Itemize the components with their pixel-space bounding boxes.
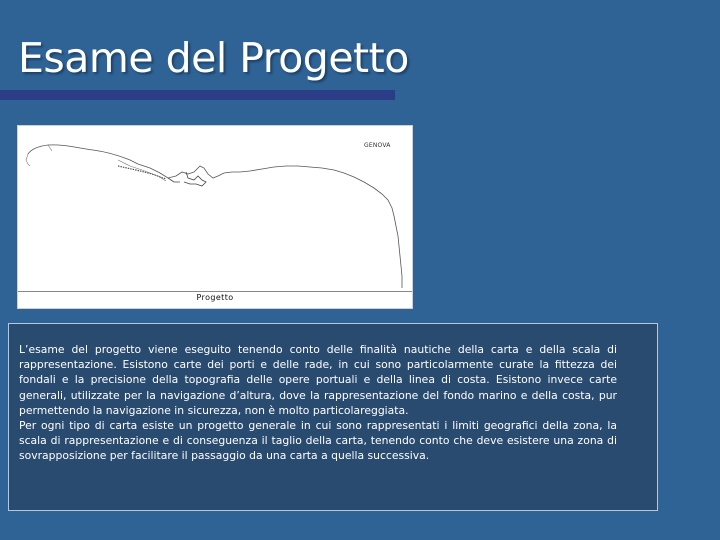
- map-caption: Progetto: [196, 293, 234, 302]
- harbour-outline: [168, 172, 206, 186]
- title-underline: [0, 90, 395, 100]
- map-figure: [17, 125, 413, 309]
- paragraph-2: Per ogni tipo di carta esiste un progetto generale in cui sono rappresentati i limiti geografici della zona, la scala di rappresentazione e di conseguenza il taglio della carta, tenendo conto che deve esistere una zona di sovrapposizione per facilitare il passaggio da una carta a quella successiva.: [19, 419, 617, 463]
- map-footer-divider: [18, 291, 412, 292]
- body-text: [19, 342, 617, 464]
- paragraph-1: L’esame del progetto viene eseguito tenendo conto delle finalità nautiche della carta e della scala di rappresentazione. Esistono carte dei porti e delle rade, in cui sono particolarmente curate la fittezza dei fondali e la precisione della topografia delle opere portuali e della linea di costa. Esistono invece carte generali, utilizzate per la navigazione d’altura, dove la rappresentazione del fondo marino e della costa, pur permettendo la navigazione in sicurezza, non è molto particolareggiata.: [19, 343, 617, 417]
- slide-title: Esame del Progetto: [18, 34, 409, 82]
- map-place-label: GENOVA: [364, 142, 391, 149]
- description-box: [8, 323, 658, 511]
- coastline: [28, 145, 402, 288]
- coastline-map: [18, 126, 412, 291]
